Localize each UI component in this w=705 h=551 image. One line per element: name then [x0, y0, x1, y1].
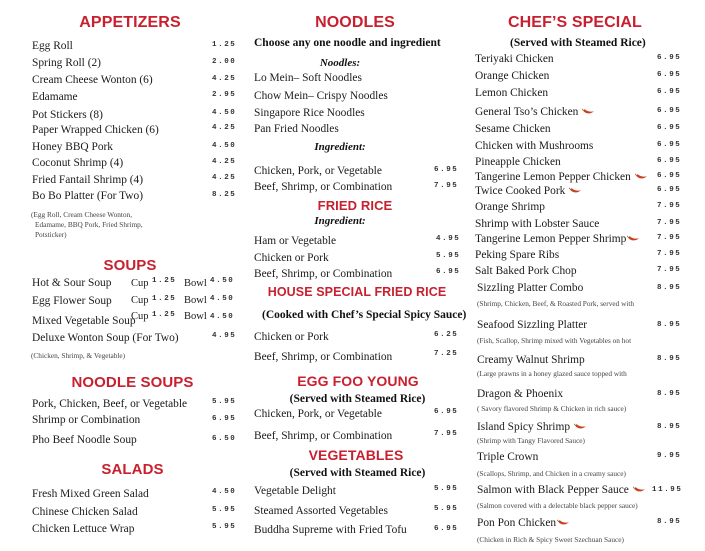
menu-item-price: 4.95	[436, 235, 461, 243]
menu-item-name: Chicken, Pork, or Vegetable	[254, 165, 382, 177]
menu-item-price: 4.25	[212, 158, 237, 166]
menu-item-name: Pot Stickers (8)	[32, 109, 103, 121]
appetizers-heading: APPETIZERS	[79, 14, 181, 31]
menu-item-name: Deluxe Wonton Soup (For Two)	[32, 332, 179, 344]
special-item-note: (Fish, Scallop, Shrimp mixed with Vegetables on hot	[477, 336, 632, 345]
menu-item-price: 6.95	[657, 141, 682, 149]
menu-item-price: 9.95	[657, 452, 682, 460]
menu-item-price: 8.95	[657, 423, 682, 431]
noodle-type: Singapore Rice Noodles	[254, 107, 365, 119]
bowl-label: Bowl	[184, 311, 207, 322]
menu-item-name: Egg Flower Soup	[32, 295, 112, 307]
menu-item-label: Salmon with Black Pepper Sauce	[477, 484, 629, 496]
menu-item-price: 6.95	[657, 186, 682, 194]
menu-item-name: Spring Roll (2)	[32, 57, 101, 69]
menu-item-name: Beef, Shrimp, or Combination	[254, 430, 393, 442]
egg-foo-young-subtitle: (Served with Steamed Rice)	[289, 393, 426, 405]
chili-pepper-icon	[627, 235, 640, 243]
fried-rice-heading: FRIED RICE	[317, 198, 393, 213]
menu-item-price: 8.95	[657, 390, 682, 398]
menu-item-price: 6.95	[212, 415, 237, 423]
special-item-note: (Salmon covered with a delectable black pepper sauce)	[477, 501, 638, 510]
menu-item-name: Beef, Shrimp, or Combination	[254, 181, 393, 193]
chefs-special-subtitle: (Served with Steamed Rice)	[510, 37, 646, 49]
menu-item-price: 5.95	[436, 252, 461, 260]
menu-item-name: Mixed Vegetable Soup	[32, 315, 136, 327]
menu-item-price: 6.95	[657, 172, 682, 180]
menu-item-name	[475, 233, 640, 245]
chili-pepper-icon	[633, 486, 646, 494]
menu-item-name: Chicken Lettuce Wrap	[32, 523, 135, 535]
menu-item-price: 8.95	[657, 321, 682, 329]
menu-item-price: 7.95	[657, 234, 682, 242]
menu-item-name: Lemon Chicken	[475, 87, 549, 99]
menu-item-label: Tangerine Lemon Pepper Chicken	[475, 171, 631, 183]
menu-item-price: 6.95	[657, 124, 682, 132]
menu-item-price: 2.95	[212, 91, 237, 99]
menu-item-price: 4.95	[212, 332, 237, 340]
special-item-name: Creamy Walnut Shrimp	[477, 354, 585, 366]
menu-item-price: 7.25	[434, 350, 459, 358]
special-item-name: Seafood Sizzling Platter	[477, 319, 588, 331]
cup-label: Cup	[131, 311, 149, 322]
menu-item-name: Paper Wrapped Chicken (6)	[32, 124, 159, 136]
menu-item-name: Beef, Shrimp, or Combination	[254, 351, 393, 363]
menu-item-name: Vegetable Delight	[254, 485, 336, 497]
wonton-note: (Chicken, Shrimp, & Vegetable)	[31, 351, 126, 360]
menu-item-name	[475, 185, 582, 197]
menu-item-price: 4.25	[212, 124, 237, 132]
menu-item-name: Chicken or Pork	[254, 331, 329, 343]
menu-item-name: Egg Roll	[32, 40, 73, 52]
menu-item-name: Coconut Shrimp (4)	[32, 157, 124, 169]
menu-item-name: Pork, Chicken, Beef, or Vegetable	[32, 398, 188, 410]
vegetables-subtitle: (Served with Steamed Rice)	[289, 467, 426, 479]
menu-item-price: 7.95	[434, 430, 459, 438]
menu-item-price: 5.95	[434, 505, 459, 513]
chili-pepper-icon	[557, 519, 570, 527]
menu-item-name: Teriyaki Chicken	[475, 53, 554, 65]
ingredient-label: Ingredient:	[314, 215, 366, 227]
platter-note: (Egg Roll, Cream Cheese Wonton,	[31, 210, 133, 219]
menu-item-name: Orange Chicken	[475, 70, 550, 82]
menu-item-price: 8.95	[657, 284, 682, 292]
menu-item-price: 6.95	[434, 166, 459, 174]
menu-item-name: Steamed Assorted Vegetables	[254, 505, 388, 517]
menu-item-name: Fried Fantail Shrimp (4)	[32, 174, 144, 186]
cup-label: Cup	[131, 278, 149, 289]
menu-item-price: 2.00	[212, 58, 237, 66]
special-item-note: (Scallops, Shrimp, and Chicken in a creamy sauce)	[477, 469, 626, 478]
vegetables-heading: VEGETABLES	[308, 447, 404, 463]
noodle-type: Pan Fried Noodles	[254, 123, 339, 135]
special-item-name: Triple Crown	[477, 451, 539, 463]
house-special-heading: HOUSE SPECIAL FRIED RICE	[267, 285, 447, 299]
menu-item-name: Fresh Mixed Green Salad	[32, 488, 149, 500]
noodles-instructions: Choose any one noodle and ingredient	[254, 37, 441, 49]
menu-item-price: 6.95	[657, 54, 682, 62]
menu-item-name: Peking Spare Ribs	[475, 249, 560, 261]
menu-item-price: 6.95	[657, 157, 682, 165]
menu-item-price: 8.25	[212, 191, 237, 199]
menu-item-label: Island Spicy Shrimp	[477, 421, 571, 433]
special-item-name	[477, 421, 587, 433]
chefs-special-heading: CHEF’S SPECIAL	[508, 14, 642, 31]
menu-item-price: 6.95	[434, 525, 459, 533]
egg-foo-young-heading: EGG FOO YOUNG	[297, 373, 419, 389]
menu-item-price: 7.95	[434, 182, 459, 190]
bowl-price: 4.50	[210, 277, 235, 285]
menu-item-name: Honey BBQ Pork	[32, 141, 114, 153]
menu-item-price: 7.95	[657, 219, 682, 227]
cup-label: Cup	[131, 295, 149, 306]
cup-price: 1.25	[152, 295, 177, 303]
menu-item-price: 4.25	[212, 174, 237, 182]
menu-item-price: 8.95	[657, 518, 682, 526]
house-special-subtitle: (Cooked with Chef’s Special Spicy Sauce)	[262, 309, 467, 321]
menu-item-name: Bo Bo Platter (For Two)	[32, 190, 143, 202]
menu-item-name: Orange Shrimp	[475, 201, 545, 213]
menu-item-name: Chicken or Pork	[254, 252, 329, 264]
menu-item-price: 6.95	[436, 268, 461, 276]
special-item-note: (Shrimp with Tangy Flavored Sauce)	[477, 436, 585, 445]
menu-item-price: 5.95	[212, 523, 237, 531]
chili-pepper-icon	[569, 187, 582, 195]
menu-item-name: Pho Beef Noodle Soup	[32, 434, 137, 446]
menu-item-label: General Tso’s Chicken	[475, 106, 579, 118]
bowl-price: 4.50	[210, 295, 235, 303]
menu-item-price: 6.95	[434, 408, 459, 416]
menu-item-price: 5.95	[434, 485, 459, 493]
noodles-label: Noodles:	[319, 57, 361, 69]
menu-item-price: 4.50	[212, 109, 237, 117]
menu-item-price: 6.25	[434, 331, 459, 339]
bowl-label: Bowl	[184, 278, 207, 289]
menu-item-price: 8.95	[657, 355, 682, 363]
menu-item-name: Buddha Supreme with Fried Tofu	[254, 524, 407, 536]
menu-item-price: 4.50	[212, 488, 237, 496]
menu-item-name: Shrimp with Lobster Sauce	[475, 218, 600, 230]
chili-pepper-icon	[574, 423, 587, 431]
menu-item-name: Pineapple Chicken	[475, 156, 561, 168]
ingredient-label: Ingredient:	[314, 141, 366, 153]
chili-pepper-icon	[635, 173, 648, 181]
bowl-label: Bowl	[184, 295, 207, 306]
special-item-note: (Chicken in Rich & Spicy Sweet Szechuan Sauce)	[477, 535, 624, 544]
menu-item-price: 5.95	[212, 398, 237, 406]
cup-price: 1.25	[152, 277, 177, 285]
chili-pepper-icon	[582, 108, 595, 116]
special-item-note: ( Savory flavored Shrimp & Chicken in rich sauce)	[477, 404, 627, 413]
special-item-name	[477, 517, 570, 529]
noodle-type: Lo Mein– Soft Noodles	[254, 72, 362, 84]
cup-price: 1.25	[152, 311, 177, 319]
menu-item-label: Twice Cooked Pork	[475, 185, 566, 197]
menu-item-price: 7.95	[657, 202, 682, 210]
menu-item-price: 4.50	[212, 142, 237, 150]
platter-note: Potsticker)	[35, 230, 67, 239]
menu-item-name: Edamame	[32, 91, 78, 103]
special-item-note: (Large prawns in a honey glazed sauce topped with	[477, 369, 627, 378]
menu-item-name	[475, 106, 595, 118]
menu-item-price: 6.95	[657, 107, 682, 115]
menu-item-price: 1.25	[212, 41, 237, 49]
menu-item-name: Chinese Chicken Salad	[32, 506, 138, 518]
menu-item-price: 5.95	[212, 506, 237, 514]
noodle-soups-heading: NOODLE SOUPS	[71, 374, 194, 391]
menu-item-price: 6.95	[657, 88, 682, 96]
menu-item-label: Pon Pon Chicken	[477, 517, 557, 529]
special-item-note: (Shrimp, Chicken, Beef, & Roasted Pork, served with	[477, 299, 635, 308]
bowl-price: 4.50	[210, 313, 235, 321]
special-item-name: Dragon & Phoenix	[477, 388, 564, 400]
menu-item-price: 7.95	[657, 250, 682, 258]
menu-item-name: Beef, Shrimp, or Combination	[254, 268, 393, 280]
menu-item-price: 6.50	[212, 435, 237, 443]
special-item-name: Sizzling Platter Combo	[477, 282, 584, 294]
menu-item-price: 6.95	[657, 71, 682, 79]
special-item-name	[477, 484, 646, 496]
menu-item-label: Tangerine Lemon Pepper Shrimp	[475, 233, 627, 245]
menu-item-name: Sesame Chicken	[475, 123, 551, 135]
salads-heading: SALADS	[101, 461, 164, 478]
menu-item-name	[475, 171, 648, 183]
menu-item-price: 11.95	[652, 486, 683, 494]
menu-item-name: Chicken, Pork, or Vegetable	[254, 408, 382, 420]
noodles-heading: NOODLES	[315, 14, 395, 31]
menu-item-price: 4.25	[212, 75, 237, 83]
soups-heading: SOUPS	[103, 257, 157, 274]
noodle-type: Chow Mein– Crispy Noodles	[254, 90, 388, 102]
menu-item-name: Hot & Sour Soup	[32, 277, 112, 289]
menu-item-name: Ham or Vegetable	[254, 235, 337, 247]
menu-item-name: Cream Cheese Wonton (6)	[32, 74, 153, 86]
menu-item-name: Shrimp or Combination	[32, 414, 141, 426]
menu-item-name: Chicken with Mushrooms	[475, 140, 594, 152]
menu-item-name: Salt Baked Pork Chop	[475, 265, 577, 277]
platter-note: Edamame, BBQ Pork, Fried Shrimp,	[35, 220, 143, 229]
menu-item-price: 7.95	[657, 266, 682, 274]
